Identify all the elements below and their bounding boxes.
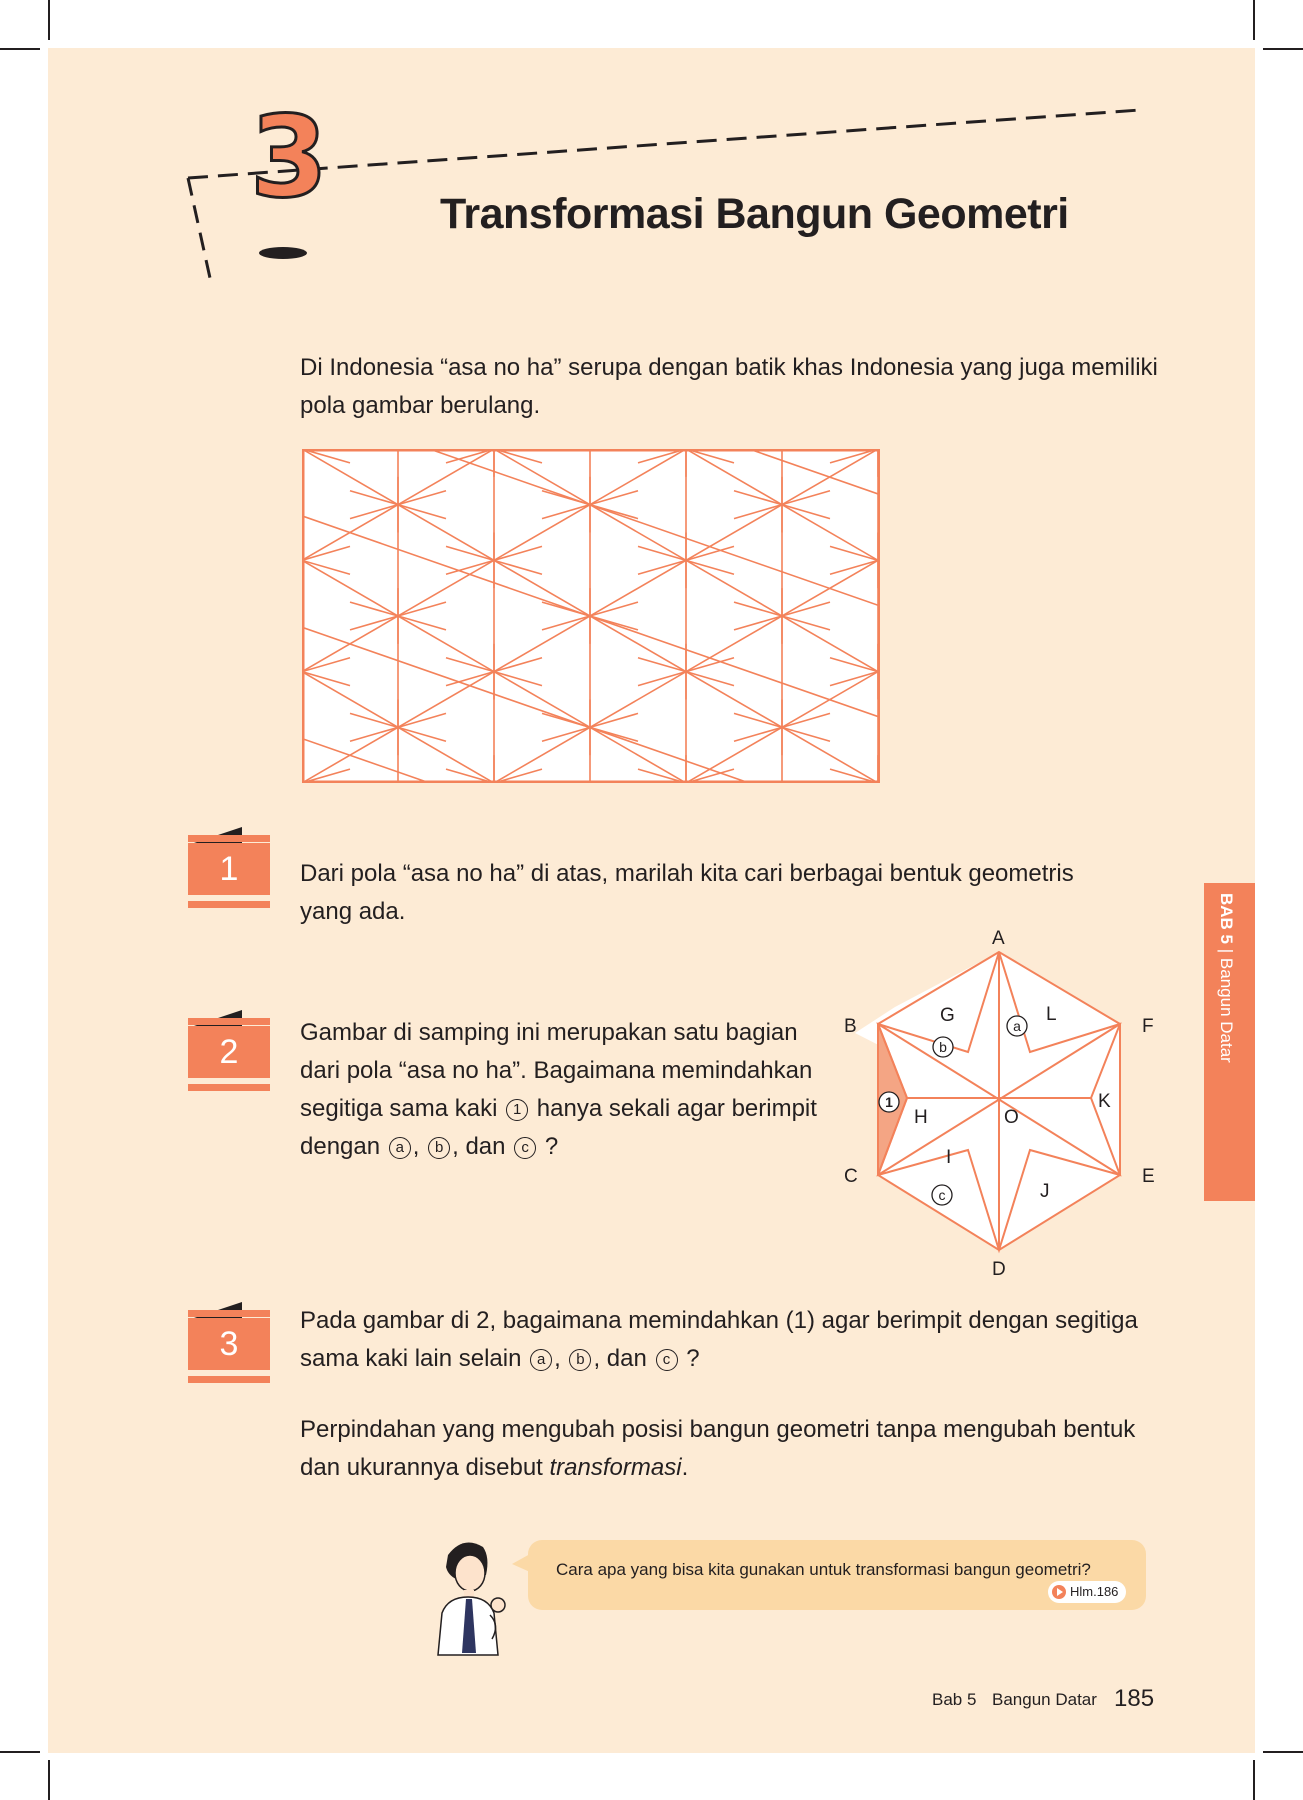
step-badge-1 xyxy=(188,823,270,919)
text-fragment: sama kaki lain selain xyxy=(300,1345,522,1372)
step-3-text xyxy=(300,1302,1200,1378)
vertex-label-H: H xyxy=(914,1107,928,1128)
circle-label-b: b xyxy=(569,1349,591,1371)
badge-bar xyxy=(188,901,270,908)
step-number: 2 xyxy=(188,1026,270,1078)
step-line: dari pola “asa no ha”. Bagaimana memindahkan xyxy=(300,1057,813,1084)
step-2-text xyxy=(300,1014,820,1166)
vertex-label-F: F xyxy=(1142,1016,1154,1037)
vertex-label-B: B xyxy=(844,1016,857,1037)
chapter-number: 3 xyxy=(250,93,328,223)
hexagon-diagram xyxy=(830,920,1170,1280)
definition-line: Perpindahan yang mengubah posisi bangun geometri tanpa mengubah bentuk xyxy=(300,1416,1136,1443)
step-badge-2 xyxy=(188,1006,270,1102)
text-fragment: , xyxy=(554,1345,561,1372)
definition-line xyxy=(300,1449,1200,1487)
step-number: 3 xyxy=(188,1318,270,1370)
side-tab-chapter: BAB 5 xyxy=(1217,893,1236,945)
badge-bar xyxy=(188,835,270,842)
side-tab-separator: | xyxy=(1217,948,1236,954)
circle-label-a: a xyxy=(530,1349,552,1371)
circle-label-b: b xyxy=(428,1137,450,1159)
play-icon xyxy=(1052,1585,1066,1599)
crop-mark xyxy=(1263,1751,1303,1753)
step-line xyxy=(300,1128,820,1166)
page-number: 185 xyxy=(1114,1685,1155,1712)
footer-chapter: Bab 5 xyxy=(932,1690,977,1709)
intro-text xyxy=(300,349,1180,425)
vertex-label-L: L xyxy=(1046,1004,1057,1025)
speech-tail xyxy=(512,1554,532,1574)
circle-label-b: b xyxy=(939,1039,947,1055)
badge-bar xyxy=(188,1018,270,1025)
crop-mark xyxy=(1253,1760,1255,1800)
badge-bar xyxy=(188,1084,270,1091)
vertex-label-O: O xyxy=(1004,1107,1019,1128)
crop-mark xyxy=(0,48,40,50)
step-line xyxy=(300,1340,1200,1378)
text-fragment: , dan xyxy=(593,1345,647,1372)
side-tab-title: Bangun Datar xyxy=(1217,957,1236,1063)
circle-label-1: 1 xyxy=(506,1099,528,1121)
crop-mark xyxy=(1263,48,1303,50)
vertex-label-I: I xyxy=(946,1147,952,1168)
intro-line: pola gambar berulang. xyxy=(300,392,541,419)
step-line: Dari pola “asa no ha” di atas, marilah kita cari berbagai bentuk geometris xyxy=(300,860,1074,887)
text-fragment: ? xyxy=(686,1345,700,1372)
vertex-label-E: E xyxy=(1142,1166,1155,1187)
crop-mark xyxy=(48,1760,50,1800)
circle-label-c: c xyxy=(938,1187,946,1203)
crop-mark xyxy=(0,1751,40,1753)
vertex-label-C: C xyxy=(844,1166,858,1187)
chapter-title: Transformasi Bangun Geometri xyxy=(440,190,1069,238)
text-fragment: segitiga sama kaki xyxy=(300,1095,498,1122)
student-illustration xyxy=(418,1535,518,1660)
vertex-label-G: G xyxy=(940,1005,955,1026)
term-transformasi: transformasi xyxy=(549,1454,682,1481)
step-line: yang ada. xyxy=(300,898,406,925)
step-number: 1 xyxy=(188,843,270,895)
crop-mark xyxy=(48,0,50,40)
intro-line: Di Indonesia “asa no ha” serupa dengan batik khas Indonesia yang juga memiliki xyxy=(300,354,1158,381)
text-fragment: , xyxy=(412,1133,420,1160)
text-fragment: dengan xyxy=(300,1133,381,1160)
badge-bar xyxy=(188,1376,270,1383)
vertex-label-K: K xyxy=(1098,1091,1111,1112)
page-reference-link[interactable] xyxy=(1048,1581,1126,1603)
definition-text xyxy=(300,1411,1200,1487)
step-line xyxy=(300,1090,820,1128)
vertex-label-D: D xyxy=(992,1259,1006,1280)
text-fragment: . xyxy=(681,1454,689,1481)
step-line: Gambar di samping ini merupakan satu bagian xyxy=(300,1019,798,1046)
badge-bar xyxy=(188,1310,270,1317)
step-line: Pada gambar di 2, bagaimana memindahkan (1) agar berimpit dengan segitiga xyxy=(300,1307,1138,1334)
circle-label-1: 1 xyxy=(885,1094,893,1110)
crop-mark xyxy=(1253,0,1255,40)
circle-label-c: c xyxy=(656,1349,678,1371)
speech-bubble xyxy=(528,1540,1146,1610)
vertex-label-J: J xyxy=(1040,1181,1050,1202)
text-fragment: dan ukurannya disebut xyxy=(300,1454,550,1481)
step-badge-3 xyxy=(188,1298,270,1394)
text-fragment: ? xyxy=(544,1133,559,1160)
asa-no-ha-pattern xyxy=(302,449,880,783)
page-reference-label: Hlm.186 xyxy=(1070,1584,1119,1599)
circle-label-a: a xyxy=(389,1137,411,1159)
chapter-side-tab xyxy=(1204,883,1255,1201)
circle-label-c: c xyxy=(514,1137,536,1159)
text-fragment: hanya sekali agar berimpit xyxy=(536,1095,817,1122)
circle-label-a: a xyxy=(1013,1018,1021,1034)
vertex-label-A: A xyxy=(992,928,1005,949)
footer-title: Bangun Datar xyxy=(992,1690,1097,1709)
speech-text: Cara apa yang bisa kita gunakan untuk transformasi bangun geometri? xyxy=(556,1560,1091,1579)
text-fragment: , dan xyxy=(452,1133,506,1160)
side-tab-label xyxy=(1216,893,1236,1063)
